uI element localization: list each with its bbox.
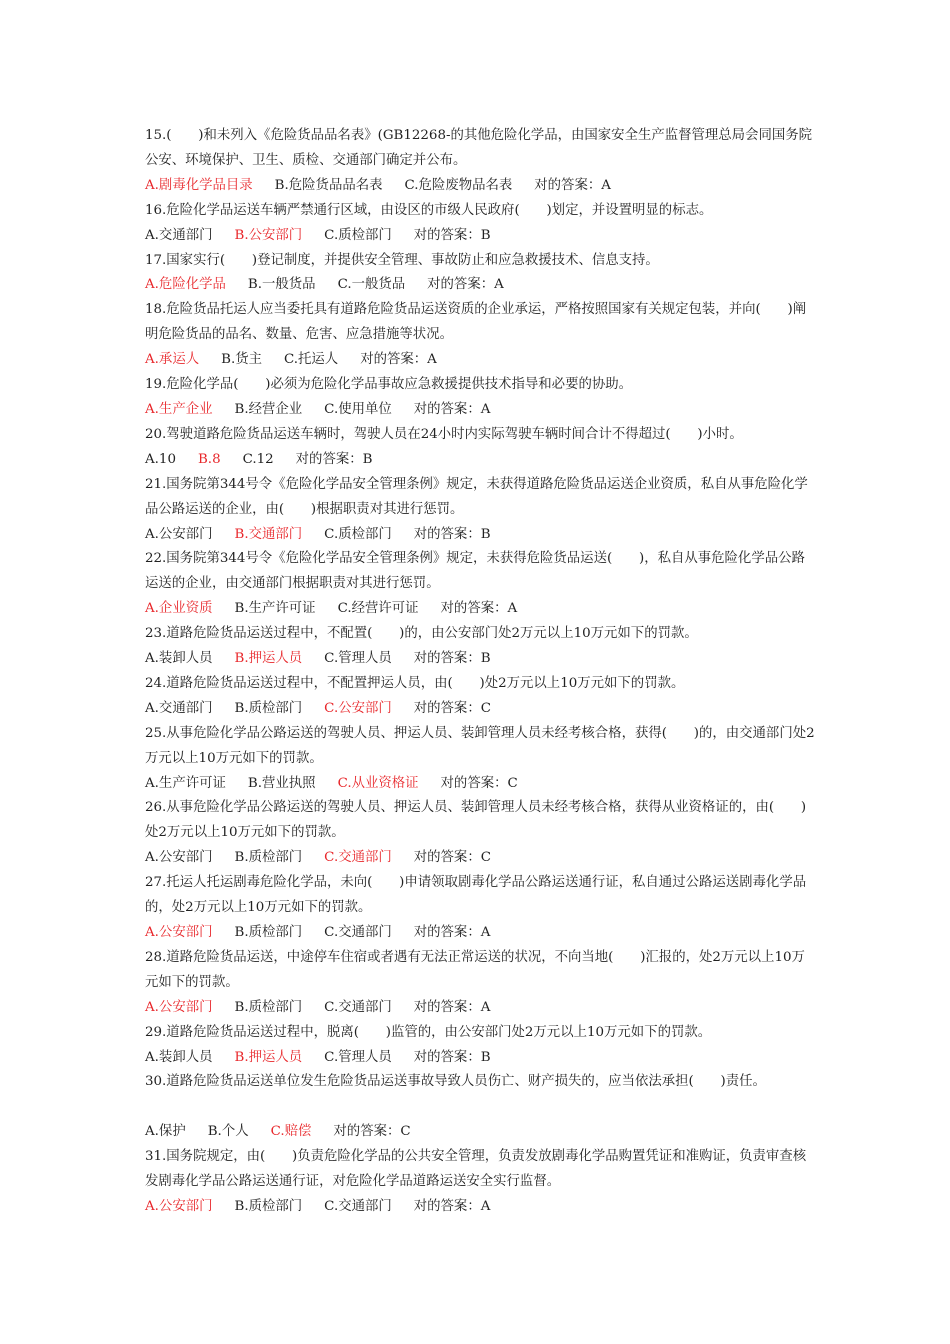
- answer-label: 对的答案：A: [413, 925, 491, 940]
- question-item: [145, 199, 815, 249]
- correct-option: A.公安部门: [145, 999, 213, 1015]
- answer-label: 对的答案：A: [427, 277, 504, 293]
- option: B.货主: [221, 352, 262, 368]
- option: B.个人: [207, 1124, 249, 1140]
- question-item: [145, 298, 815, 373]
- answer-label: 对的答案：C: [413, 850, 491, 866]
- options-row: [145, 523, 815, 548]
- option: A.10: [145, 451, 176, 467]
- option: C.交通部门: [324, 925, 392, 940]
- question-item: [145, 547, 815, 622]
- options-row: [145, 1046, 815, 1071]
- question-item: [145, 871, 815, 946]
- option: B.质检部门: [234, 925, 303, 940]
- option: A.公安部门: [145, 526, 213, 542]
- correct-option: B.押运人员: [234, 651, 303, 667]
- option: A.装卸人员: [145, 1049, 213, 1065]
- question-text: 27.托运人托运剧毒危险化学品，未向( )申请领取剧毒化学品公路运送通行证，私自通过公路运送剧毒化学品的，处2万元以上10万元如下的罚款。: [145, 875, 807, 916]
- options-row: [145, 772, 815, 797]
- question-item: [145, 1070, 815, 1145]
- option: A.生产许可证: [145, 775, 226, 791]
- option: B.质检部门: [234, 1198, 303, 1214]
- options-row: [145, 846, 815, 871]
- question-item: [145, 796, 815, 871]
- options-row: [145, 348, 815, 373]
- question-item: [145, 373, 815, 423]
- correct-option: A.生产企业: [145, 401, 213, 417]
- option: C.危险废物品名表: [404, 177, 513, 193]
- question-text: 19.危险化学品( )必须为危险化学品事故应急救援提供技术指导和必要的协助。: [145, 377, 633, 393]
- question-text: 24.道路危险货品运送过程中，不配置押运人员，由( )处2万元以上10万元如下的罚款。: [145, 675, 685, 691]
- correct-option: C.交通部门: [324, 850, 392, 866]
- question-text: 18.危险货品托运人应当委托具有道路危险货品运送资质的企业承运，严格按照国家有关规定包装，并向( )阐明危险货品的品名、数量、危害、应急措施等状况。: [145, 302, 807, 343]
- option: B.一般货品: [247, 277, 316, 293]
- question-text: 17.国家实行( )登记制度，并提供安全管理、事故防止和应急救援技术、信息支持。: [145, 252, 659, 268]
- answer-label: 对的答案：A: [413, 1198, 491, 1214]
- option: A.交通部门: [145, 227, 213, 243]
- option: C.一般货品: [337, 277, 406, 293]
- options-row: [145, 697, 815, 722]
- options-row: [145, 398, 815, 423]
- option: A.保护: [145, 1124, 186, 1140]
- question-text: 15.( )和未列入《危险货品品名表》(GB12268-的其他危险化学品，由国家安全生产监督管理总局会同国务院公安、环境保护、卫生、质检、交通部门确定并公布。: [145, 128, 813, 168]
- option: B.营业执照: [247, 775, 316, 791]
- options-row: [145, 224, 815, 249]
- question-text: 29.道路危险货品运送过程中，脱离( )监管的，由公安部门处2万元以上10万元如下的罚款。: [145, 1024, 712, 1040]
- option: C.12: [242, 451, 274, 467]
- option: B.经营企业: [234, 401, 303, 417]
- question-item: [145, 672, 815, 722]
- question-item: [145, 249, 815, 299]
- correct-option: A.公安部门: [145, 925, 213, 940]
- question-item: [145, 722, 815, 797]
- answer-label: 对的答案：B: [295, 451, 373, 467]
- option: B.生产许可证: [234, 601, 316, 617]
- options-row: [145, 996, 815, 1021]
- question-text: 26.从事危险化学品公路运送的驾驶人员、押运人员、装卸管理人员未经考核合格，获得从业资格证的，由( )处2万元以上10万元如下的罚款。: [145, 800, 807, 841]
- question-text: 30.道路危险货品运送单位发生危险货品运送事故导致人员伤亡、财产损失的，应当依法承担( )责任。: [145, 1074, 766, 1090]
- question-text: 21.国务院第344号令《危险化学品安全管理条例》规定，未获得道路危险货品运送企业资质，私自从事危险化学品公路运送的企业，由( )根据职责对其进行惩罚。: [145, 476, 808, 517]
- correct-option: C.公安部门: [324, 700, 392, 716]
- answer-label: 对的答案：A: [360, 352, 437, 368]
- answer-label: 对的答案：A: [413, 999, 491, 1015]
- correct-option: B.交通部门: [234, 526, 303, 542]
- option: C.质检部门: [324, 526, 392, 542]
- option: C.使用单位: [324, 401, 392, 417]
- question-item: [145, 1021, 815, 1071]
- answer-label: 对的答案：B: [413, 227, 491, 243]
- answer-label: 对的答案：C: [440, 775, 518, 791]
- question-text: 20.驾驶道路危险货品运送车辆时，驾驶人员在24小时内实际驾驶车辆时间合计不得超过( )小时。: [145, 426, 743, 442]
- correct-option: B.8: [197, 451, 221, 467]
- options-row: [145, 174, 815, 199]
- option: B.质检部门: [234, 999, 303, 1015]
- option: A.装卸人员: [145, 651, 213, 667]
- answer-label: 对的答案：A: [534, 177, 611, 193]
- answer-label: 对的答案：A: [440, 601, 518, 617]
- option: C.经营许可证: [337, 601, 419, 617]
- answer-label: 对的答案：C: [333, 1124, 411, 1140]
- correct-option: A.危险化学品: [145, 277, 226, 293]
- correct-option: A.剧毒化学品目录: [145, 177, 253, 193]
- options-row: [145, 273, 815, 298]
- question-text: 28.道路危险货品运送，中途停车住宿或者遇有无法正常运送的状况，不向当地( )汇报的，处2万元以上10万元如下的罚款。: [145, 949, 805, 990]
- options-row: [145, 597, 815, 622]
- question-text: 22.国务院第344号令《危险化学品安全管理条例》规定，未获得危险货品运送( )，私自从事危险化学品公路运送的企业，由交通部门根据职责对其进行惩罚。: [145, 551, 805, 592]
- correct-option: A.承运人: [145, 352, 200, 368]
- option: C.质检部门: [324, 227, 392, 243]
- option: C.托运人: [284, 352, 339, 368]
- answer-label: 对的答案：B: [413, 526, 491, 542]
- option: C.交通部门: [324, 999, 392, 1015]
- correct-option: C.赔偿: [270, 1124, 312, 1140]
- correct-option: A.企业资质: [145, 601, 213, 617]
- options-row: [145, 1195, 815, 1220]
- correct-option: B.押运人员: [234, 1049, 303, 1065]
- options-row: [145, 647, 815, 672]
- spacer: [145, 1095, 815, 1120]
- option: A.交通部门: [145, 700, 213, 716]
- option: B.质检部门: [234, 700, 303, 716]
- options-row: [145, 448, 815, 473]
- question-item: [145, 1145, 815, 1220]
- correct-option: C.从业资格证: [337, 775, 419, 791]
- question-text: 25.从事危险化学品公路运送的驾驶人员、押运人员、装卸管理人员未经考核合格，获得( )的，由交通部门处2万元以上10万元如下的罚款。: [145, 725, 815, 766]
- answer-label: 对的答案：B: [413, 1049, 491, 1065]
- option: C.交通部门: [324, 1198, 392, 1214]
- question-text: 23.道路危险货品运送过程中，不配置( )的，由公安部门处2万元以上10万元如下的罚款。: [145, 626, 698, 642]
- correct-option: A.公安部门: [145, 1198, 213, 1214]
- correct-option: B.公安部门: [234, 227, 303, 243]
- question-text: 16.危险化学品运送车辆严禁通行区域，由设区的市级人民政府( )划定，并设置明显的标志。: [145, 202, 713, 218]
- option: C.管理人员: [324, 651, 392, 667]
- options-row: [145, 1120, 815, 1145]
- question-item: [145, 423, 815, 473]
- answer-label: 对的答案：B: [413, 651, 491, 667]
- option: B.质检部门: [234, 850, 303, 866]
- question-item: [145, 473, 815, 548]
- answer-label: 对的答案：A: [413, 401, 491, 417]
- option: A.公安部门: [145, 850, 213, 866]
- question-list: [145, 124, 815, 1220]
- question-text: 31.国务院规定，由( )负责危险化学品的公共安全管理，负责发放剧毒化学品购置凭证和准购证，负责审查核发剧毒化学品公路运送通行证，对危险化学品道路运送安全实行监督。: [145, 1149, 807, 1190]
- question-item: [145, 124, 815, 199]
- question-item: [145, 946, 815, 1021]
- option: C.管理人员: [324, 1049, 392, 1065]
- question-item: [145, 622, 815, 672]
- answer-label: 对的答案：C: [413, 700, 491, 716]
- options-row: [145, 921, 815, 946]
- option: B.危险货品品名表: [274, 177, 383, 193]
